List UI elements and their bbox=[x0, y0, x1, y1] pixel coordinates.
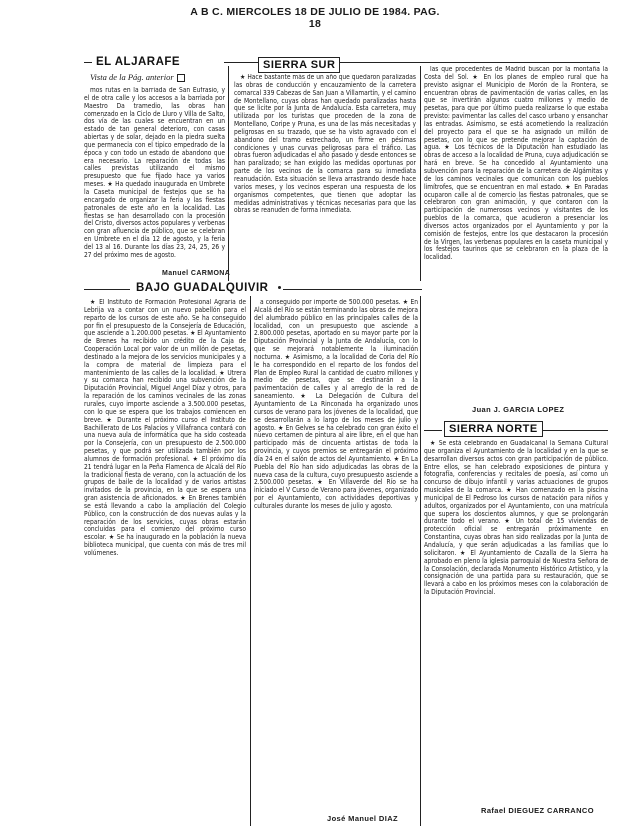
checkbox-icon bbox=[177, 74, 185, 82]
bajo-rule-left bbox=[84, 289, 130, 290]
sierra-norte-body bbox=[424, 440, 608, 802]
column-divider-1 bbox=[228, 66, 229, 281]
column-divider-3 bbox=[250, 296, 251, 826]
aljarafe-body bbox=[84, 87, 225, 267]
sierra-norte-title bbox=[444, 421, 543, 437]
sierra-sur-col1 bbox=[234, 74, 416, 288]
bajo-col2 bbox=[254, 299, 418, 807]
sierra-sur-signature bbox=[472, 405, 564, 414]
bajo-rule-right bbox=[276, 289, 422, 290]
sierra-norte-rule-right bbox=[536, 430, 608, 431]
sierra-norte-body-text: ★ Se está celebrando en Guadalcanal la Semana Cultural que organiza el Ayuntamiento de la localidad y en la que se desarrollan diversos actos con gran participación de público. Entre ellos, se han celebrado exposiciones de pintura y fotografía, conferencias y recitales de poesía, así como un concurso de dibujo infantil y varias actuaciones de grupos musicales de la comarca. ★ Han comenzado en la piscina municipal de El Pedroso los cursos de natación para niños y adultos, organizados por el Ayuntamiento, con una matrícula que supera los doscientos alumnos, y que se prolongarán durante todo el verano. ★ Un total de 15 viviendas de protección oficial se entregarán próximamente en Constantina, cuyas obras han sido realizadas por la Junta de Andalucía, y que serán adjudicadas a las familias que lo solicitaron. ★ El Ayuntamiento de Cazalla de la Sierra ha aprobado en pleno la iglesia parroquial de Nuestra Señora de la Consolación, declarada Monumento Histórico Artístico, y la consignación de una partida para su restauración, que se llevará a cabo en los próximos meses con la colaboración de la Diputación Provincial. bbox=[424, 440, 608, 597]
bajo-signature bbox=[327, 814, 398, 823]
sierra-sur-col2-text: las que procedentes de Madrid buscan por la montaña la Costa del Sol. ★ En los planes de empleo rural que ha previsto asignar el Municipio de Morón de la Frontera, se encuentran obras de pavimentación de varias calles, en las que se invertirán algunos cuatro millones y medio de pesetas, para que por último pueda realizarse lo que estaba previsto: pavimentar las calles del casco urbano y ensanchar las entradas. Asimismo, se está acometiendo la realización del proyecto para el que se ha asignado un millón de pesetas, con lo que se pretende mejorar la captación de agua. ★ Los técnicos de la Diputación han estudiado las obras de acceso a la localidad de Pruna, cuya adjudicación se hará en breve. Se ha concedido al Ayuntamiento una subvención para la reparación de la carretera de Algámitas y de los caminos vecinales que comunican con los pueblos limítrofes, que se encuentran en mal estado. ★ En Paradas ocuparon calle al de comercio las fiestas patronales, que se celebraron con gran animación, y que contaron con la participación de numerosos vecinos y visitantes de los pueblos de la comarca, que acudieron a presenciar los diversos actos organizados por el Ayuntamiento y por la comisión de festejos, entre los que destacaron la procesión de la Virgen, las verbenas populares en la caseta municipal y los festejos taurinos que se celebraron en la plaza de la localidad. bbox=[424, 66, 608, 262]
sierra-norte-title-text: SIERRA NORTE bbox=[449, 423, 538, 435]
aljarafe-byline-text: Vista de la Pág. anterior bbox=[90, 72, 174, 82]
aljarafe-title: EL ALJARAFE bbox=[92, 56, 184, 68]
aljarafe-body-text: mos rutas en la barriada de San Eufrasio, y el de otra calle y los accesos a la barriada por Maestro Da tramedio, las obras han comenzado en la Ciclo de Lluro y Villa de Salto, dos vía de las cuales se encuentran en un estado de tan general deterioro, con casas abiertas y de solar, dejado en la piedra suelta que permanecia con el tipico empedrado de la época y con todo un estado de abandono que era necesario. La reparación de todas las calles previstas utilizando el mismo presupuesto que fue fijado hace ya varios meses. ★ Ha quedado inaugurada en Umbrete la Caseta municipal de festejos que se ha encargado de organizar la feria y las fiestas patronales de este año en la localidad. Las fiestas se han desarrollado con la procesión del Cristo, diversos actos populares y verbenas con gran afluencia de público, que se celebran en Umbrete en el día 12 de agosto, y la feria del 13 al 16. Durante los días 23, 24, 25, 26 y 27 del próximo mes de agosto. bbox=[84, 87, 225, 259]
sierra-norte-signature bbox=[481, 806, 594, 815]
bajo-signature-text: José Manuel DIAZ bbox=[327, 814, 398, 823]
sierra-sur-title-text: SIERRA SUR bbox=[263, 59, 336, 71]
bajo-guadalquivir-title-text: BAJO GUADALQUIVIR bbox=[136, 282, 269, 294]
page-header: A B C. MIERCOLES 18 DE JULIO DE 1984. PAG. 18 bbox=[190, 6, 440, 30]
sierra-norte-signature-text: Rafael DIEGUEZ CARRANCO bbox=[481, 806, 594, 815]
aljarafe-signature-text: Manuel CARMONA bbox=[162, 270, 231, 277]
bajo-guadalquivir-title bbox=[134, 282, 283, 294]
sierra-sur-col1-text: ★ Hace bastante más de un año que quedaron paralizadas las obras de conducción y encauzamiento de la carretera comarcal 339 Cabezas de San Juan a Villamartín, y el camino de Montellano, cuyas obras han quedado paralizadas hasta que se licite por la Junta de Andalucía. Esta carretera, muy utilizada por los turistas que proceden de la zona de Montellano, Coripe y Pruna, es una de las más necesitadas y peligrosas en su trazado, que se ha visto agravado con el abandono del tramo estrechado, un firme en pésimas condiciones y unas curvas peligrosas para el tráfico. Las obras fueron adjudicadas el año pasado y desde entonces se han paralizado; se han exigido las medidas oportunas por parte de los vecinos de la comarca para su inmediata reanudación. Esta situación se lleva arrastrando desde hace varios meses, y los vecinos esperan una respuesta de los organismos competentes, que tienen que adoptar las medidas administrativas y técnicas necesarias para que las obras se reanuden de forma inmediata. bbox=[234, 74, 416, 215]
sierra-norte-rule-left bbox=[424, 430, 442, 431]
column-divider-4 bbox=[420, 296, 421, 826]
bajo-col1-text: ★ El Instituto de Formación Profesional Agraria de Lebrija va a contar con un nuevo pabellón para el reparto de los cursos de este año. Se ha conseguido por fin el presupuesto de la Consejería de Educación, que asciende a 1.200.000 pesetas. ★ El Ayuntamiento de Brenes ha recibido un crédito de la Caja de Cooperación Local por valor de un millón de pesetas, destinado a la mejora de los servicios municipales y a la compra de material de limpieza para el mantenimiento de las calles de la localidad. ★ Utrera y su comarca han recibido una subvención de la Diputación Provincial, Miguel Angel Díaz y otros, para la reparación de los caminos vecinales de las zonas rurales, cuyo importe asciende a 3.500.000 pesetas, con lo que se espera que los trabajos comiencen en breve. ★ Durante el próximo curso el Instituto de Bachillerato de Los Palacios y Villafranca contará con una nueva aula de informática que ha sido costeada por la Consejería, con un presupuesto de 2.500.000 pesetas, y que podrá ser utilizada también por los alumnos de formación profesional. ★ El próximo día 21 tendrá lugar en la Peña Flamenca de Alcalá del Río la tradicional fiesta de verano, con la actuación de los grupos de baile de la localidad y de varios artistas invitados de la provincia, en la que se espera una gran asistencia de aficionados. ★ En Brenes también se está llevando a cabo la ampliación del Colegio Público, con la construcción de dos nuevas aulas y la reparación de los servicios, cuyas obras estarán concluidas para el comienzo del próximo curso escolar. ★ Se ha inaugurado en la población la nueva biblioteca municipal, que cuenta con más de tres mil volúmenes. bbox=[84, 299, 246, 557]
sierra-sur-title bbox=[258, 57, 340, 73]
sierra-sur-col2 bbox=[424, 66, 608, 392]
sierra-sur-signature-text: Juan J. GARCIA LOPEZ bbox=[472, 405, 565, 414]
bajo-col1 bbox=[84, 299, 246, 829]
aljarafe-signature bbox=[162, 270, 230, 277]
aljarafe-byline bbox=[90, 72, 185, 82]
bullet-icon bbox=[278, 286, 281, 289]
bajo-col2-text: a conseguido por importe de 500.000 pesetas. ★ En Alcalá del Río se están terminando las obras de mejora del alumbrado público en las principales calles de la localidad, con un presupuesto que asciende a 2.800.000 pesetas, aportado en su mayor parte por la Diputación Provincial y la Junta de Andalucía, con lo que se mejorará notablemente la iluminación nocturna. ★ Asimismo, a la localidad de Coria del Río le ha correspondido en el reparto de los fondos del Plan de Empleo Rural la cantidad de cuatro millones y medio de pesetas, que se destinarán a la pavimentación de calles y al arreglo de la red de saneamiento. ★ La Delegación de Cultura del Ayuntamiento de La Rinconada ha organizado unos cursos de verano para los jóvenes de la localidad, que se desarrollarán a lo largo de los meses de julio y agosto. ★ En Gelves se ha celebrado con gran éxito el nuevo certamen de pintura al aire libre, en el que han participado más de cincuenta artistas de toda la provincia, y cuyos premios se entregarán el próximo día 24 en el salón de actos del Ayuntamiento. ★ En La Puebla del Río han sido adjudicadas las obras de la nueva casa de la cultura, cuyo presupuesto asciende a 2.500.000 pesetas. ★ En Villaverde del Río se ha iniciado el V Curso de Verano para jóvenes, organizado por el Ayuntamiento, con actividades deportivas y culturales durante los meses de julio y agosto. bbox=[254, 299, 418, 510]
column-divider-2 bbox=[420, 66, 421, 281]
